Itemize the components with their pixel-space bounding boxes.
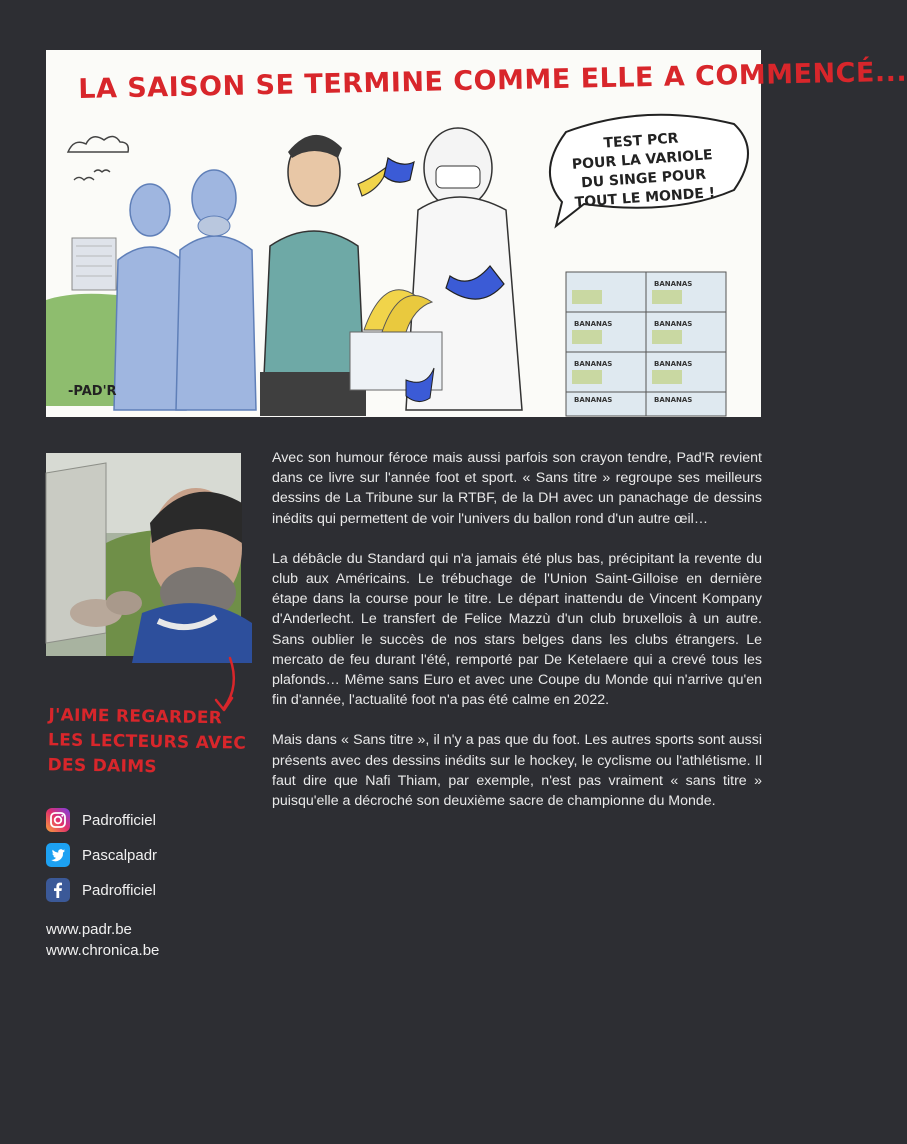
author-photo [46, 453, 241, 656]
facebook-icon [46, 878, 70, 902]
description-paragraph: Avec son humour féroce mais aussi parfois son crayon tendre, Pad'R revient dans ce livre sur l'année foot et sport. « Sans titre » regroupe ses meilleurs dessins de La Tribune sur la RTBF, de la DH avec un panachage de dessins inédits qui permettent de voir l'univers du ballon rond d'un autre œil… [272, 450, 762, 527]
cartoon-illustration [46, 50, 907, 417]
twitter-icon [46, 843, 70, 867]
social-item-instagram[interactable] [46, 808, 157, 832]
social-label: Padrofficiel [82, 881, 156, 899]
description-paragraph: Mais dans « Sans titre », il n'y a pas que du foot. Les autres sports sont aussi présents avec des dessins inédits sur le hockey, le cyclisme ou l'athlétisme. Il faut dire que Nafi Thiam, par exemple, n'est pas vraiment « sans titre » puisqu'elle a décroché son deuxième sacre de championne du Monde. [272, 732, 762, 810]
book-description [272, 448, 762, 831]
social-label: Padrofficiel [82, 811, 156, 829]
caption-line: LES LECTEURS AVEC [47, 730, 247, 754]
social-links [46, 808, 157, 913]
crate-label: BANANAS [574, 360, 613, 368]
social-label: Pascalpadr [82, 846, 158, 864]
artist-signature: -PAD'R [68, 384, 117, 399]
instagram-icon [46, 808, 70, 832]
crate-label: BANANAS [654, 360, 693, 368]
caption-line: DES DAIMS [47, 755, 158, 778]
crate-labels [46, 50, 761, 417]
cartoon-title: LA SAISON SE TERMINE COMME ELLE A COMMENCÉ... [78, 56, 907, 105]
crate-label: BANANAS [654, 396, 693, 404]
description-paragraph: La débâcle du Standard qui n'a jamais été plus bas, précipitant la revente du club aux Américains. Le trébuchage de l'Union Saint-Gilloise en dernière étape dans la course pour le titre. Le départ inattendu de Vincent Kompany d'Anderlecht. Le transfert de Felice Mazzù d'un club bruxellois à un autre. Sans oublier le succès de nos stars belges dans les clubs étrangers. Le mercato de feu durant l'été, remporté par De Ketelaere qui a crevé tous les plafonds… Même sans Euro et avec une Coupe du Monde qui n'arrive qu'en fin d'année, l'actualité foot n'a pas été calme en 2022. [272, 550, 762, 709]
caption-line: J'AIME REGARDER [48, 705, 223, 729]
speech-text: TEST PCR POUR LA VARIOLE DU SINGE POUR TOUT LE MONDE ! [571, 130, 716, 211]
author-photo-drawing [46, 453, 241, 656]
website-link-chronica[interactable]: www.chronica.be [46, 942, 160, 959]
photo-caption [47, 703, 246, 781]
crate-label: BANANAS [654, 280, 693, 288]
crate-label: BANANAS [654, 320, 693, 328]
social-item-facebook[interactable] [46, 878, 157, 902]
website-link-padr[interactable]: www.padr.be [46, 921, 132, 938]
website-links [46, 919, 159, 961]
crate-label: BANANAS [574, 320, 613, 328]
crate-label: BANANAS [574, 396, 613, 404]
social-item-twitter[interactable] [46, 843, 157, 867]
